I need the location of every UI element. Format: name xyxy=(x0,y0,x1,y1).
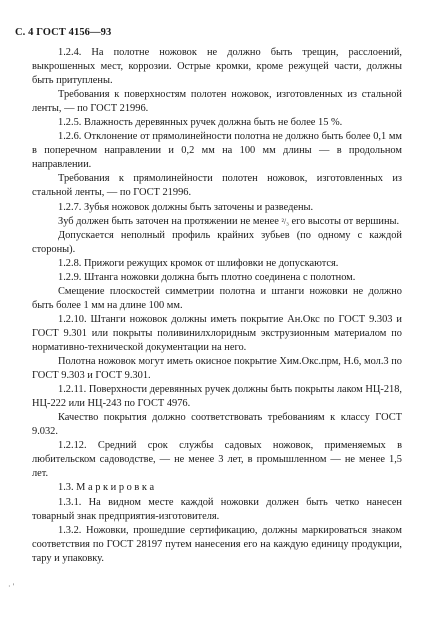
paragraph-oxide-coating: Полотна ножовок могут иметь окисное покрытие Хим.Окс.прм, Н.6, мол.3 по ГОСТ 9.303 и ГОСТ 9.301. xyxy=(32,356,402,382)
document-body xyxy=(32,46,402,566)
clause-1-2-6: 1.2.6. Отклонение от прямолинейности полотна не должно быть более 0,1 мм в поперечном направлении и 0,2 мм на 100 мм длины — в продольном направлении. xyxy=(32,131,402,171)
clause-1-2-8: 1.2.8. Прижоги режущих кромок от шлифовки не допускаются. xyxy=(58,257,339,269)
paragraph-symmetry-offset: Смещение плоскостей симметрии полотна и штанги ножовки не должно быть более 1 мм на длине 100 мм. xyxy=(32,285,402,311)
section-1-3-heading: 1.3. М а р к и р о в к а xyxy=(58,482,155,494)
clause-1-2-10: 1.2.10. Штанги ножовок должны иметь покрытие Ан.Окс по ГОСТ 9.303 и ГОСТ 9.301 или покрыты поливинилхлоридным экструзионным материалом по нормативно-технической документации на него. xyxy=(32,313,402,353)
paragraph-coating-quality: Качество покрытия должно соответствовать требованиям к классу ГОСТ 9.032. xyxy=(32,412,402,438)
tooth-text-b: его высоты от вершины. xyxy=(288,215,400,227)
page-header: С. 4 ГОСТ 4156—93 xyxy=(15,27,112,38)
clause-1-2-12: 1.2.12. Средний срок службы садовых ножовок, применяемых в любительском садоводстве, — не менее 3 лет, в промышленном — не менее 1,5 лет. xyxy=(32,440,402,480)
clause-1-3-1: 1.3.1. На видном месте каждой ножовки должен быть четко нанесен товарный знак предприятия-изготовителя. xyxy=(32,496,402,522)
clause-1-2-7: 1.2.7. Зубья ножовок должны быть заточены и разведены. xyxy=(58,201,314,213)
clause-1-2-5: 1.2.5. Влажность деревянных ручек должна быть не более 15 %. xyxy=(58,117,343,129)
clause-1-2-9: 1.2.9. Штанга ножовки должна быть плотно соединена с полотном. xyxy=(58,271,356,283)
clause-1-3-2: 1.3.2. Ножовки, прошедшие сертификацию, должны маркироваться знаком соответствия по ГОСТ 28197 путем нанесения его на каждую единицу продукции, тару и упаковку. xyxy=(32,524,402,564)
paragraph-surface-requirements: Требования к поверхностям полотен ножовок, изготовленных из стальной ленты, — по ГОСТ 21996. xyxy=(32,89,402,115)
clause-1-2-11: 1.2.11. Поверхности деревянных ручек должны быть покрыты лаком НЦ-218, НЦ-222 или НЦ-243 по ГОСТ 4976. xyxy=(32,384,402,410)
paragraph-tooth-sharpening xyxy=(32,215,402,229)
margin-mark: · ′ xyxy=(8,582,15,591)
paragraph-partial-profile: Допускается неполный профиль крайних зубьев (по одному с каждой стороны). xyxy=(32,229,402,255)
fraction-two-thirds: ²/₃ xyxy=(281,216,289,226)
paragraph-straightness-requirements: Требования к прямолинейности полотен ножовок, изготовленных из стальной ленты, — по ГОСТ 21996. xyxy=(32,173,402,199)
clause-1-2-4: 1.2.4. На полотне ножовок не должно быть трещин, расслоений, выкрошенных мест, коррозии. Острые кромки, кроме режущей части, должны быть притуплены. xyxy=(32,47,402,87)
tooth-text-a: Зуб должен быть заточен на протяжении не менее xyxy=(58,215,282,227)
